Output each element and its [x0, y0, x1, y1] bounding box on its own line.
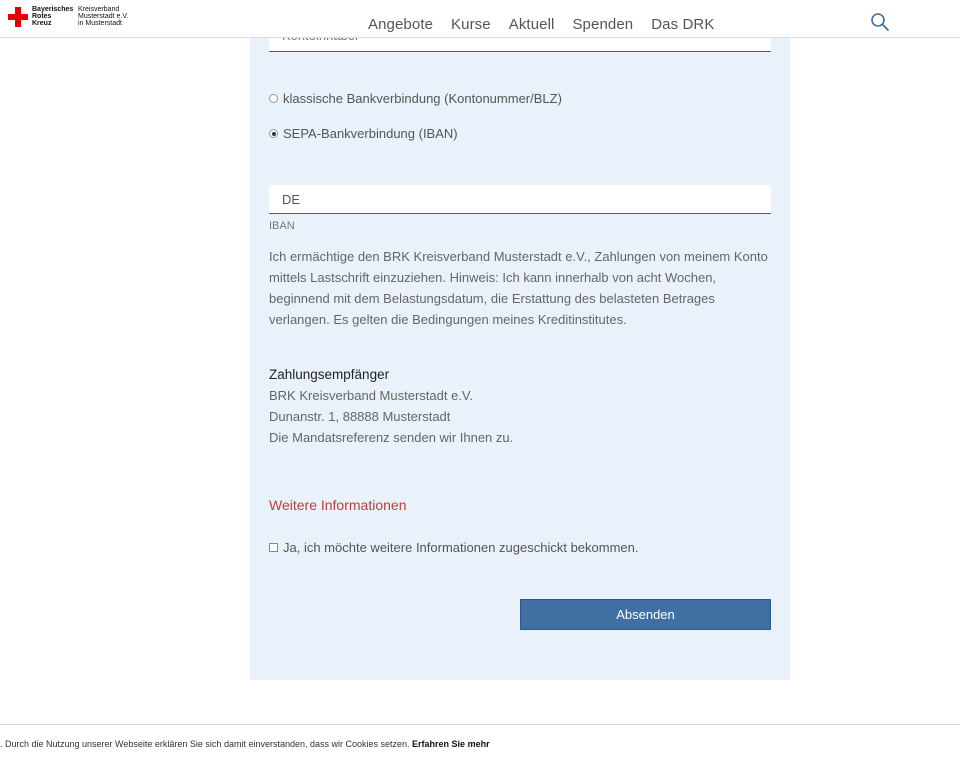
checkbox-icon[interactable] — [269, 543, 278, 552]
recipient-note: Die Mandatsreferenz senden wir Ihnen zu. — [269, 430, 514, 445]
nav-item-kurse[interactable]: Kurse — [451, 16, 491, 33]
nav-item-spenden[interactable]: Spenden — [572, 16, 634, 33]
payment-recipient — [269, 364, 513, 448]
cookie-notice-text: . Durch die Nutzung unserer Webseite erklären Sie sich damit einverstanden, dass wir Cookies setzen. — [0, 739, 410, 749]
cookie-learn-more-link[interactable]: Erfahren Sie mehr — [412, 739, 490, 749]
brk-logo[interactable] — [8, 6, 148, 27]
recipient-heading: Zahlungsempfänger — [269, 367, 390, 382]
main-nav — [368, 16, 732, 33]
search-icon[interactable] — [870, 12, 890, 32]
radio-classic-bank[interactable] — [269, 91, 562, 106]
iban-field[interactable] — [269, 185, 771, 214]
sepa-mandate-text: Ich ermächtige den BRK Kreisverband Musterstadt e.V., Zahlungen von meinem Konto mittels Lastschrift einzuziehen. Hinweis: Ich kann innerhalb von acht Wochen, beginnend mit dem Belastungsdatum, die Erstattung des belasteten Betrages verlangen. Es gelten die Bedingungen meines Kreditinstitutes. — [269, 249, 768, 327]
cookie-notice — [0, 739, 490, 749]
nav-item-das-drk[interactable]: Das DRK — [651, 16, 715, 33]
more-info-checkbox-label: Ja, ich möchte weitere Informationen zugeschickt bekommen. — [283, 540, 639, 555]
iban-label: IBAN — [269, 220, 295, 232]
logo-subtitle: Kreisverband Musterstadt e.V. in Musterstadt — [78, 6, 129, 27]
iban-input[interactable] — [269, 185, 771, 213]
radio-button-icon[interactable] — [269, 94, 278, 103]
logo-org-name: Bayerisches Rotes Kreuz — [32, 6, 74, 27]
radio-classic-bank-label: klassische Bankverbindung (Kontonummer/BLZ) — [283, 91, 562, 106]
red-cross-icon — [8, 7, 28, 27]
more-info-heading: Weitere Informationen — [269, 497, 407, 513]
more-info-checkbox-row[interactable] — [269, 540, 639, 555]
nav-item-aktuell[interactable]: Aktuell — [508, 16, 555, 33]
nav-item-angebote[interactable]: Angebote — [368, 16, 434, 33]
site-header — [0, 0, 960, 38]
recipient-address: Dunanstr. 1, 88888 Musterstadt — [269, 409, 451, 424]
recipient-name: BRK Kreisverband Musterstadt e.V. — [269, 388, 474, 403]
submit-button[interactable]: Absenden — [520, 599, 771, 630]
donation-form-panel — [250, 38, 790, 680]
radio-sepa-iban-label: SEPA-Bankverbindung (IBAN) — [283, 126, 458, 141]
cookie-bar — [0, 724, 960, 762]
radio-sepa-iban[interactable] — [269, 126, 458, 141]
radio-button-selected-icon[interactable] — [269, 129, 278, 138]
